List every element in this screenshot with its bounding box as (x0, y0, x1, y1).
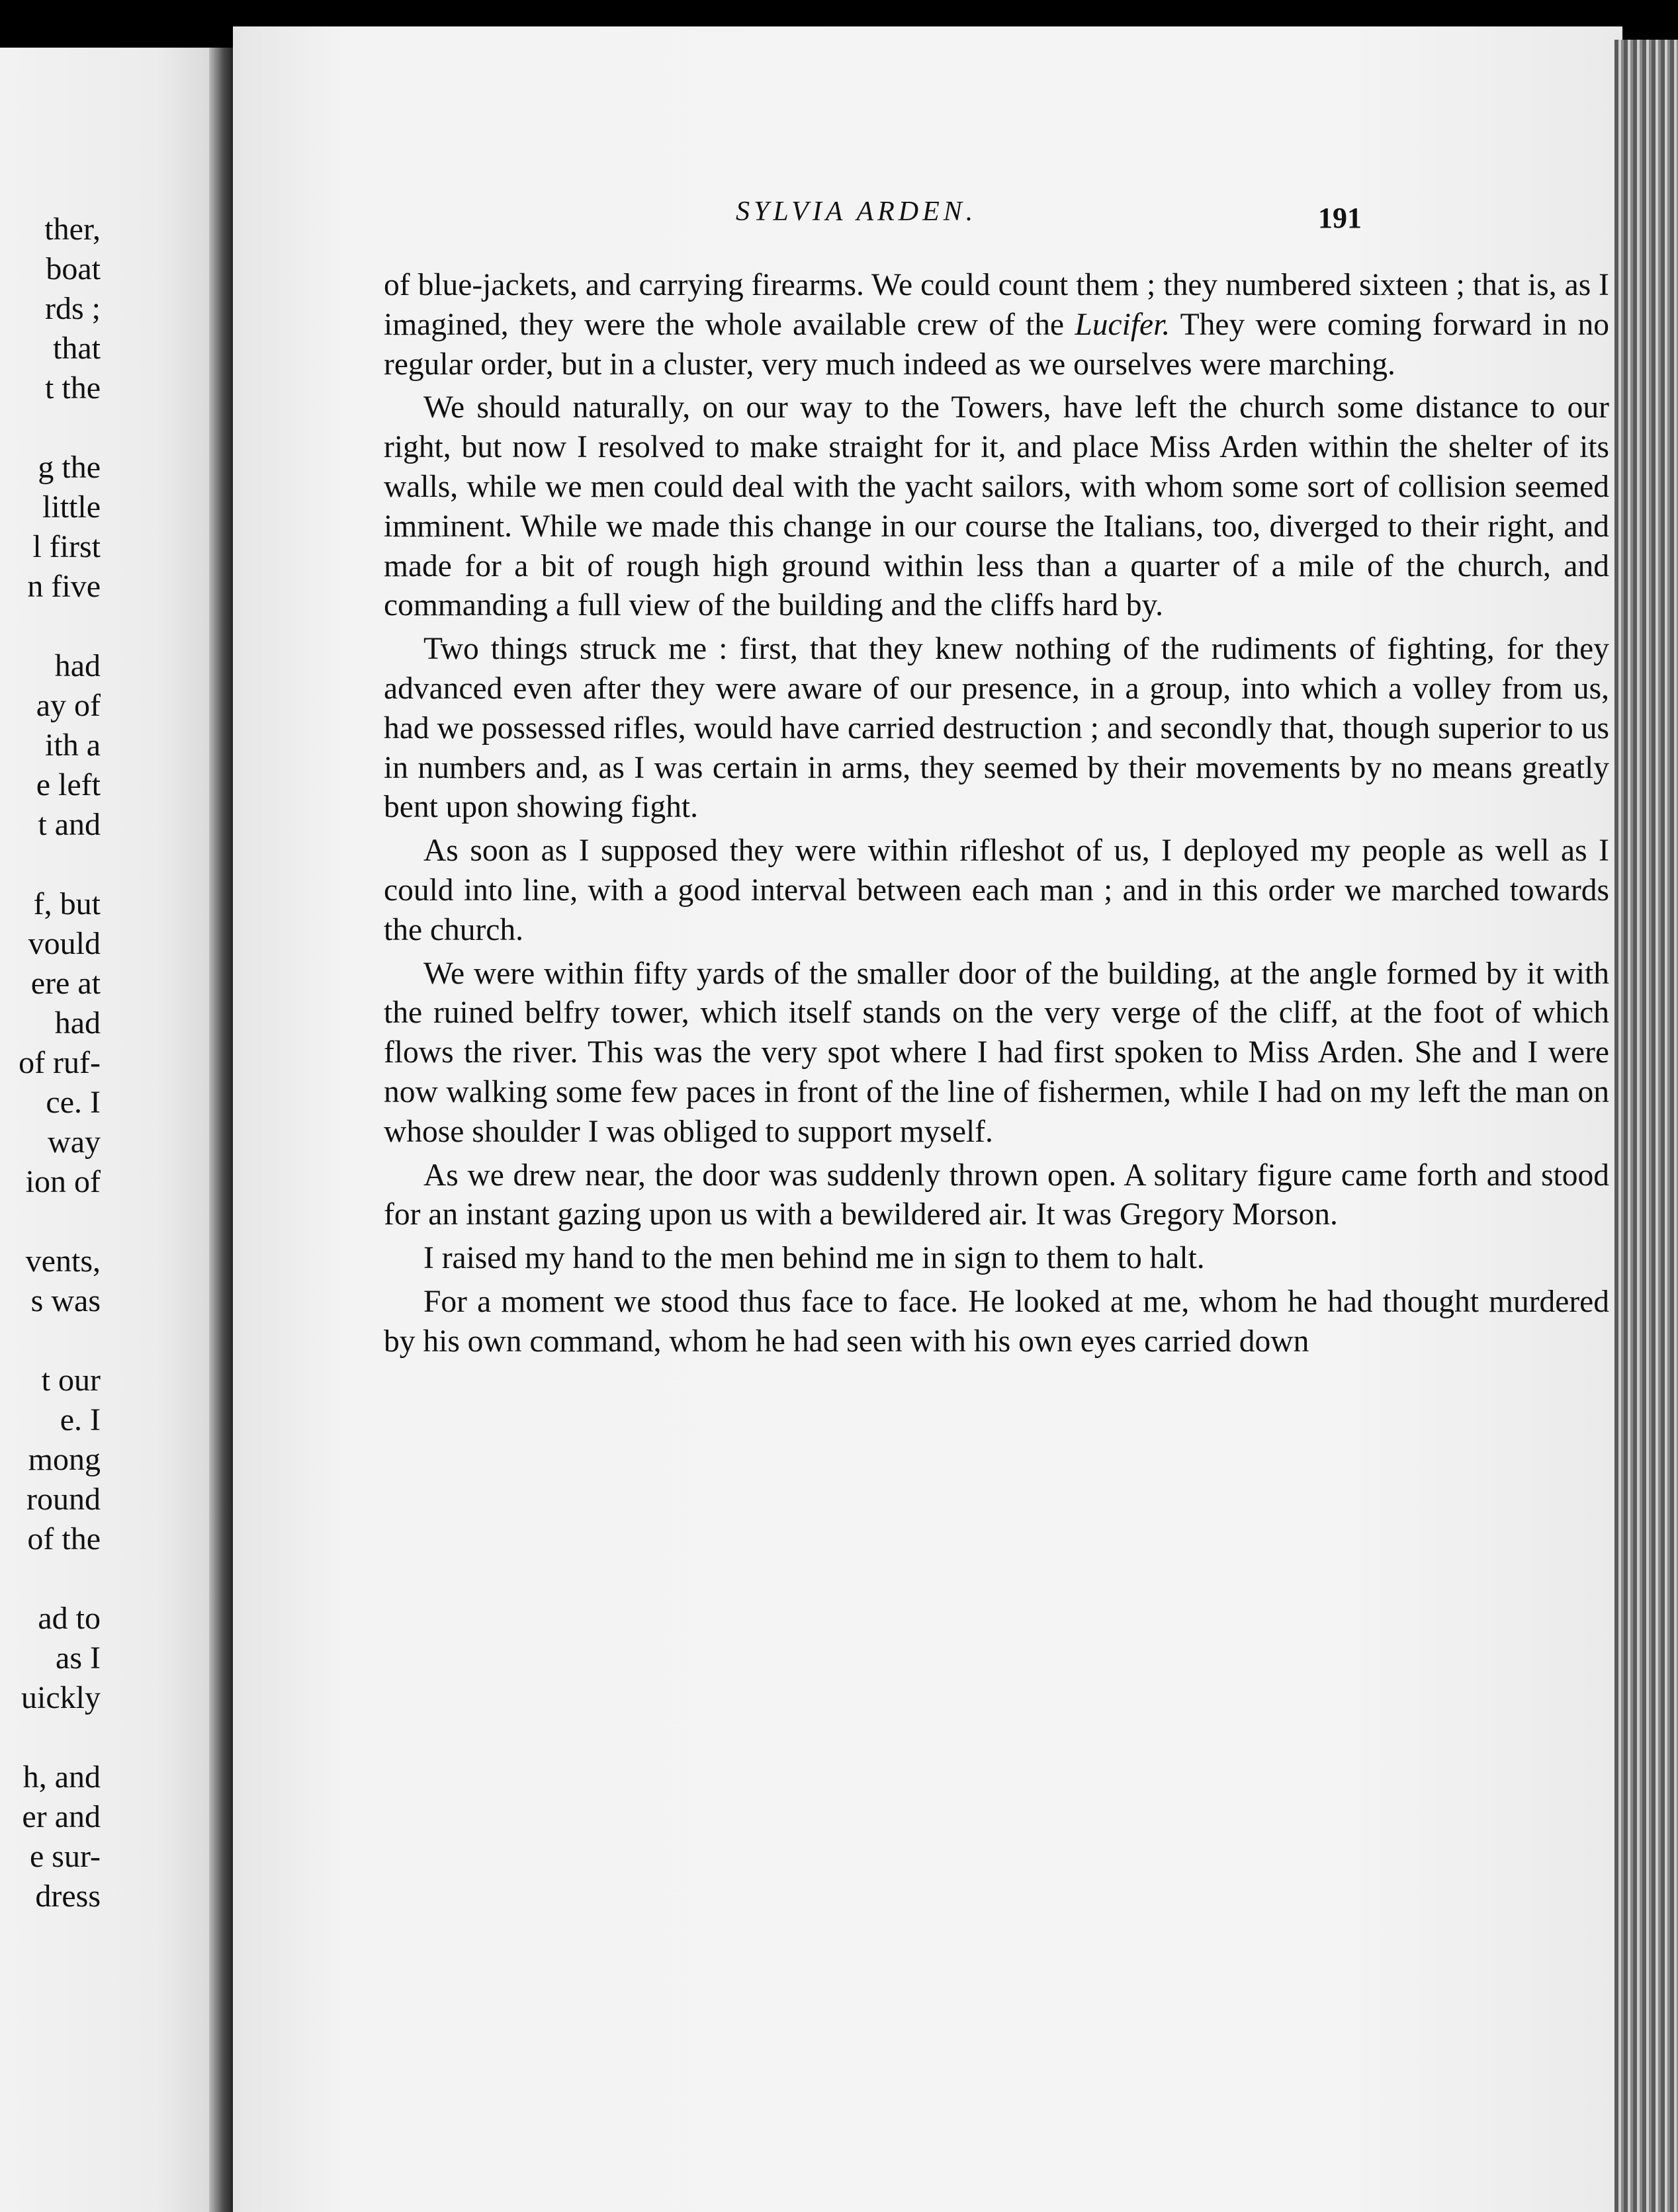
previous-page-line: ith a (45, 728, 101, 763)
previous-page-line: boat (46, 251, 101, 286)
previous-page-line (8, 607, 101, 646)
previous-page-line: t and (38, 807, 101, 842)
book-gutter (209, 48, 236, 2212)
page-number: 191 (1318, 202, 1362, 234)
previous-page-line (8, 1202, 101, 1242)
previous-page-line (8, 1321, 101, 1361)
previous-page-line: f, but (33, 886, 101, 921)
previous-page-line: as I (56, 1640, 101, 1676)
previous-page-line (8, 1559, 101, 1599)
previous-page-line: ay of (36, 688, 101, 723)
previous-page-line (8, 408, 101, 448)
paragraph-6: As we drew near, the door was suddenly thrown open. A solitary figure came forth and stood for an instant gazing upon us with a bewildered air. It was Gregory Morson. (384, 1158, 1609, 1232)
previous-page-line: t the (45, 370, 101, 405)
page-header (233, 192, 1616, 232)
paragraph-3: Two things struck me : first, that they knew nothing of the rudiments of fighting, for they advanced even after they were aware of our presence, in a group, into which a volley from us, had we possessed rifles, would have carried destruction ; and secondly that, though superior to us in numbers and, as I was certain in arms, they seemed by their movements by no means greatly bent upon showing fight. (384, 632, 1609, 825)
ship-name: Lucifer. (1075, 307, 1170, 342)
previous-page-line: e sur- (30, 1839, 101, 1874)
previous-page-line: little (42, 489, 101, 525)
previous-page-line: e. I (60, 1402, 101, 1437)
paragraph-7: I raised my hand to the men behind me in sign to them to halt. (423, 1241, 1205, 1276)
previous-page-line: uickly (21, 1680, 101, 1715)
previous-page-line: vould (28, 926, 101, 961)
book-page (233, 26, 1622, 2212)
paragraph-2: We should naturally, on our way to the Towers, have left the church some distance to our right, but now I resolved to make straight for it, and place Miss Arden within the shelter of its walls, while we men could deal with the yacht sailors, with whom some sort of collision seemed imminent. While we made this change in our course the Italians, too, diverged to their right, and made for a bit of rough high ground within less than a quarter of a mile of the church, and commanding a full view of the building and the cliffs hard by. (384, 390, 1609, 623)
previous-page-line: rds ; (45, 291, 101, 326)
previous-page-line: ce. I (46, 1085, 101, 1120)
previous-page-line: had (54, 648, 101, 683)
previous-page-line: mong (28, 1442, 101, 1477)
previous-page-line: of the (27, 1521, 101, 1556)
previous-page-line: g the (38, 450, 101, 485)
previous-page-line: s was (30, 1283, 101, 1318)
paragraph-1: of blue-jackets, and carrying firearms. We could count them ; they numbered sixteen ; that is, as I imagined, they were the whole available crew of the Lucifer. They were coming forward in no regular order, but in a cluster, very much indeed as we ourselves were marching. (384, 268, 1609, 382)
running-title: SYLVIA ARDEN. (736, 196, 977, 227)
previous-page-line: t our (41, 1363, 101, 1398)
previous-page (0, 48, 224, 2212)
previous-page-line: l first (32, 529, 101, 564)
previous-page-line: vents, (25, 1244, 101, 1279)
previous-page-line: ad to (38, 1601, 101, 1636)
previous-page-line: of ruf- (19, 1045, 101, 1080)
previous-page-line: e left (36, 767, 101, 802)
previous-page-line: ion of (25, 1164, 101, 1199)
page-edges (1614, 40, 1678, 2212)
previous-page-line: ere at (30, 966, 101, 1001)
paragraph-4: As soon as I supposed they were within rifleshot of us, I deployed my people as well as I could into line, with a good interval between each man ; and in this order we marched towards the church. (384, 833, 1609, 947)
previous-page-line: dress (35, 1879, 101, 1914)
previous-page-line: h, and (22, 1760, 101, 1795)
previous-page-line: er and (22, 1799, 101, 1834)
previous-page-line: n five (27, 569, 101, 604)
paragraph-8: For a moment we stood thus face to face. He looked at me, whom he had thought murdered by his own command, whom he had seen with his own eyes carried down (384, 1284, 1609, 1359)
paragraph-5: We were within fifty yards of the smaller door of the building, at the angle formed by it with the ruined belfry tower, which itself stands on the very verge of the cliff, at the foot of which flows the river. This was the very spot where I had first spoken to Miss Arden. She and I were now walking some few paces in front of the line of fishermen, while I had on my left the man on whose shoulder I was obliged to support myself. (384, 956, 1609, 1149)
previous-page-text (8, 210, 101, 1916)
previous-page-line: that (53, 331, 101, 366)
previous-page-line: round (26, 1482, 101, 1517)
previous-page-line (8, 1718, 101, 1758)
previous-page-line: had (54, 1005, 101, 1041)
previous-page-line (8, 845, 101, 884)
page-body (384, 266, 1609, 1366)
previous-page-line: way (48, 1125, 101, 1160)
previous-page-line: ther, (44, 212, 101, 247)
